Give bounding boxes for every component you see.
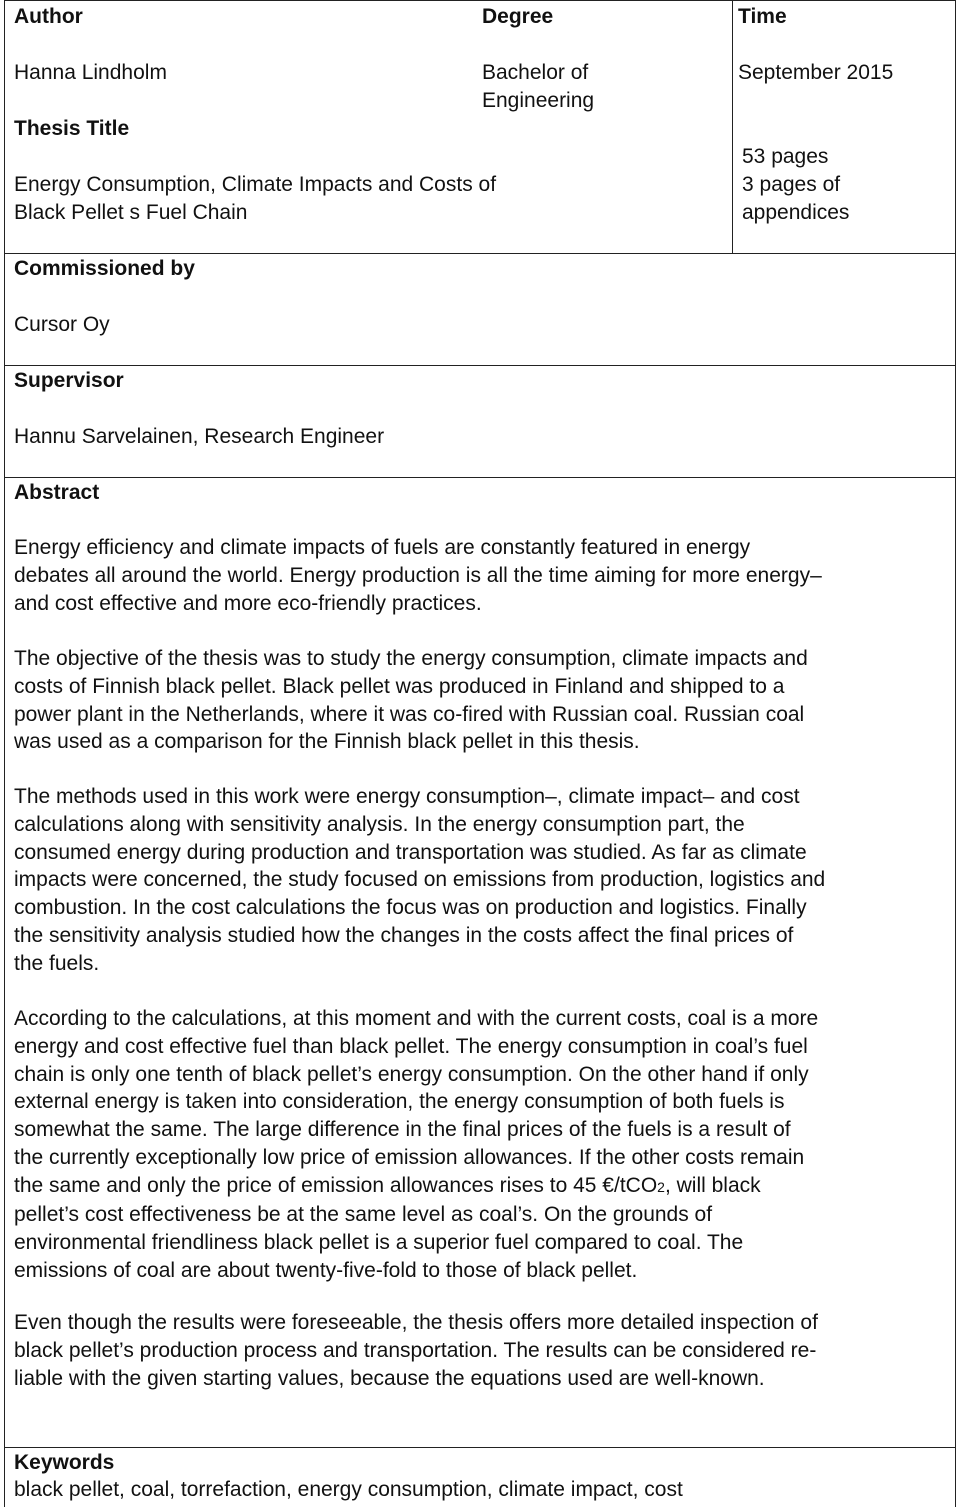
keywords-label: Keywords bbox=[14, 1451, 115, 1474]
abstract-paragraph-4-part-2: , will black pellet’s cost effectiveness be at the same level as coal’s. On the grounds of environmental friendliness black pellet is a superior fuel compared to coal. The emissions of coal are about twenty-five-fold to those of black pellet. bbox=[14, 1173, 761, 1282]
keywords-value: black pellet, coal, torrefaction, energy consumption, climate impact, cost bbox=[14, 1478, 683, 1501]
divider bbox=[5, 365, 955, 366]
divider bbox=[5, 477, 955, 478]
supervisor-label: Supervisor bbox=[14, 369, 124, 392]
commissioned-value: Cursor Oy bbox=[14, 313, 110, 336]
degree-line-1: Bachelor of bbox=[482, 61, 589, 84]
co2-subscript: 2 bbox=[657, 1178, 665, 1195]
degree-line-2: Engineering bbox=[482, 89, 595, 112]
degree-label: Degree bbox=[482, 5, 554, 28]
divider bbox=[5, 1447, 955, 1448]
thesis-title-line-1: Energy Consumption, Climate Impacts and Costs of bbox=[14, 173, 497, 196]
divider bbox=[732, 1, 733, 253]
supervisor-value: Hannu Sarvelainen, Research Engineer bbox=[14, 425, 385, 448]
abstract-paragraph-1: Energy efficiency and climate impacts of fuels are constantly featured in energy debates all around the world. Energy production is all the time aiming for more energy– and cost effective and more eco-friendly practices. bbox=[14, 536, 822, 615]
author-name: Hanna Lindholm bbox=[14, 61, 167, 84]
thesis-title-label: Thesis Title bbox=[14, 117, 130, 140]
page-count: 53 pages bbox=[742, 145, 829, 168]
abstract-paragraph-4-part-1: According to the calculations, at this moment and with the current costs, coal is a more energy and cost effective fuel than black pellet. The energy consumption in coal’s fuel chain is only one tenth of black pellet’s energy consumption. On the other hand if only external energy is taken into consideration, the energy consumption of both fuels is somewhat the same. The large difference in the final prices of the fuels is a result of the currently exceptionally low price of emission allowances. If the other costs remain the same and only the price of emission allowances rises to 45 €/tCO bbox=[14, 1007, 819, 1197]
commissioned-label: Commissioned by bbox=[14, 257, 195, 280]
abstract-label: Abstract bbox=[14, 481, 100, 504]
divider bbox=[5, 253, 955, 254]
appendix-count-line-2: appendices bbox=[742, 201, 850, 224]
time-label: Time bbox=[738, 5, 787, 28]
author-label: Author bbox=[14, 5, 83, 28]
abstract-paragraph-2: The objective of the thesis was to study the energy consumption, climate impacts and costs of Finnish black pellet. Black pellet was produced in Finland and shipped to a power plant in the Netherlands, where it was co-fired with Russian coal. Russian coal was used as a comparison for the Finnish black pellet in this thesis. bbox=[14, 647, 808, 754]
thesis-title-line-2: Black Pellet s Fuel Chain bbox=[14, 201, 248, 224]
abstract-paragraph-4 bbox=[14, 1005, 954, 1285]
abstract-paragraph-5: Even though the results were foreseeable, the thesis offers more detailed inspection of black pellet’s production process and transportation. The results can be considered re- liable with the given starting values, because the equations used are well-known. bbox=[14, 1311, 818, 1390]
time-value: September 2015 bbox=[738, 61, 894, 84]
abstract-paragraph-3: The methods used in this work were energy consumption–, climate impact– and cost calculations along with sensitivity analysis. In the energy consumption part, the consumed energy during production and transportation was studied. As far as climate impacts were concerned, the study focused on emissions from production, logistics and combustion. In the cost calculations the focus was on production and logistics. Finally the sensitivity analysis studied how the changes in the costs affect the final prices of the fuels. bbox=[14, 785, 826, 975]
appendix-count-line-1: 3 pages of bbox=[742, 173, 841, 196]
